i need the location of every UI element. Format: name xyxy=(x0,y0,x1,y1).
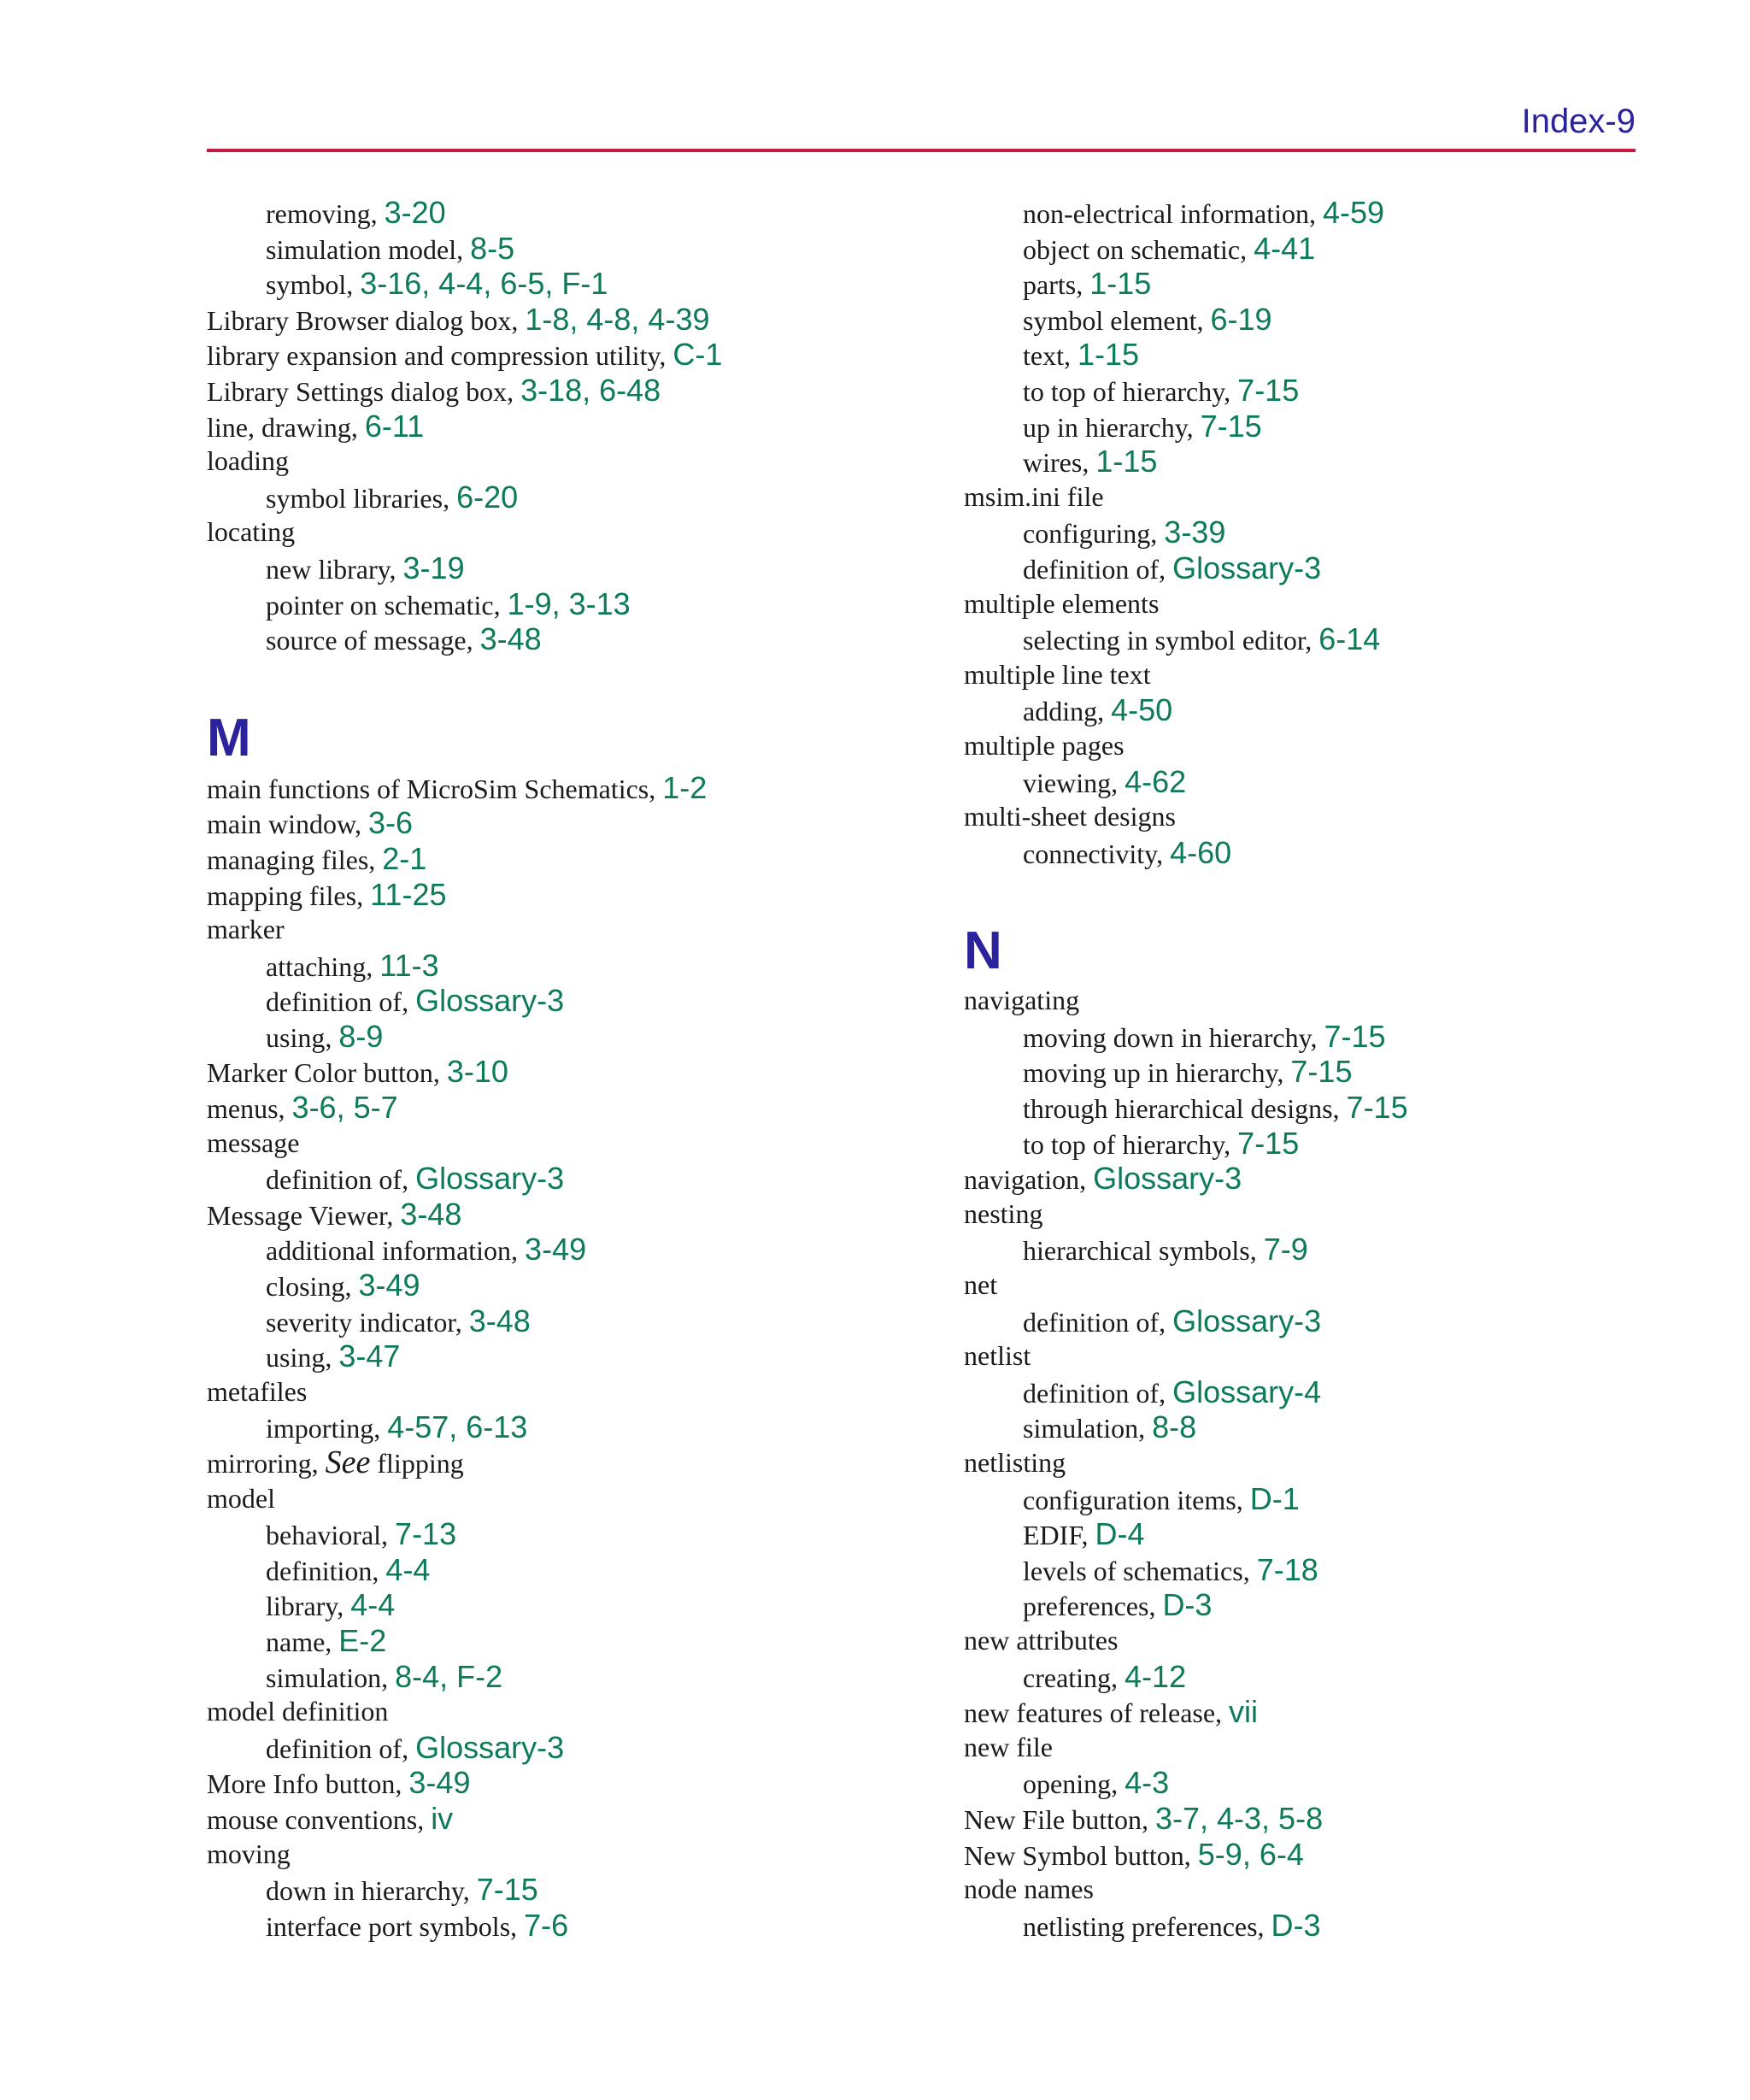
index-entry: More Info button, 3-49 xyxy=(207,1765,471,1801)
index-entry: main window, 3-6 xyxy=(207,805,414,841)
index-term: netlisting preferences xyxy=(1023,1910,1258,1942)
index-term: adding xyxy=(1023,696,1098,727)
index-entry xyxy=(207,912,722,948)
page-reference-link[interactable]: 5-9, 6-4 xyxy=(1197,1836,1304,1872)
index-term: symbol xyxy=(266,269,347,301)
page-reference-link[interactable]: C-1 xyxy=(672,337,723,373)
index-term: non-electrical information xyxy=(1023,198,1309,229)
index-term: new library xyxy=(266,553,390,585)
index-term: removing xyxy=(266,198,371,229)
index-subentry: attaching, 11-3 xyxy=(266,947,439,983)
page-reference-link[interactable]: 7-15 xyxy=(1346,1090,1408,1126)
index-term: name xyxy=(266,1626,326,1657)
index-subentry: interface port symbols, 7-6 xyxy=(266,1907,569,1943)
index-term: connectivity xyxy=(1023,838,1157,869)
index-term: node names xyxy=(964,1874,1094,1905)
index-term: moving down in hierarchy xyxy=(1023,1021,1311,1053)
index-entry xyxy=(207,1837,722,1873)
index-term: model definition xyxy=(207,1696,389,1727)
index-subentry: preferences, D-3 xyxy=(1023,1587,1213,1623)
index-subentry: simulation model, 8-5 xyxy=(266,230,515,266)
see-reference: See xyxy=(325,1444,371,1480)
index-term: importing xyxy=(266,1413,374,1444)
index-entry: New Symbol button, 5-9, 6-4 xyxy=(964,1836,1304,1872)
index-entry xyxy=(207,515,722,550)
index-term: wires xyxy=(1023,447,1083,479)
index-term: net xyxy=(964,1269,998,1301)
index-term: mapping files xyxy=(207,879,357,911)
index-term: Marker Color button xyxy=(207,1057,433,1089)
index-term: navigating xyxy=(964,985,1080,1016)
index-term: definition of xyxy=(266,986,402,1018)
index-entry: Library Settings dialog box, 3-18, 6-48 xyxy=(207,372,661,408)
page-reference-link[interactable]: 8-8 xyxy=(1152,1409,1197,1445)
page-reference-link[interactable]: 7-15 xyxy=(476,1872,538,1908)
page-reference-link[interactable]: 1-2 xyxy=(662,769,708,805)
index-subentry: definition of, Glossary-3 xyxy=(266,1161,565,1197)
index-term: library xyxy=(266,1591,338,1622)
index-subentry: simulation, 8-8 xyxy=(1023,1409,1197,1445)
index-term: closing xyxy=(266,1271,345,1303)
index-term: definition xyxy=(266,1555,373,1586)
index-entry: mouse conventions, iv xyxy=(207,1800,454,1836)
index-entry xyxy=(964,799,1408,835)
index-entry xyxy=(964,1338,1408,1374)
index-subentry: definition of, Glossary-3 xyxy=(1023,550,1322,585)
index-term: text xyxy=(1023,340,1064,372)
page-reference-link[interactable]: Glossary-3 xyxy=(1172,1303,1322,1338)
index-entry: library expansion and compression utility, C-1 xyxy=(207,337,723,373)
index-subentry: hierarchical symbols, 7-9 xyxy=(1023,1232,1308,1268)
page-reference-link[interactable]: Glossary-3 xyxy=(415,1161,565,1197)
index-term: Library Browser dialog box xyxy=(207,304,512,336)
page-reference-link[interactable]: Glossary-3 xyxy=(415,983,565,1019)
index-term: selecting in symbol editor xyxy=(1023,625,1306,656)
index-entry: mapping files, 11-25 xyxy=(207,876,447,912)
index-term: object on schematic xyxy=(1023,233,1241,265)
page-reference-link[interactable]: 7-9 xyxy=(1263,1232,1308,1268)
page-reference-link[interactable]: 6-11 xyxy=(364,408,425,444)
index-term: preferences xyxy=(1023,1591,1149,1622)
index-term: source of message xyxy=(266,625,467,656)
index-term: opening xyxy=(1023,1768,1112,1800)
index-term: to top of hierarchy xyxy=(1023,1128,1224,1160)
index-subentry: to top of hierarchy, 7-15 xyxy=(1023,372,1300,408)
page-reference-link[interactable]: 1-15 xyxy=(1077,337,1140,373)
index-entry xyxy=(964,1872,1408,1908)
page-reference-link[interactable]: D-3 xyxy=(1271,1907,1321,1943)
index-term: down in hierarchy xyxy=(266,1875,463,1907)
index-subentry: parts, 1-15 xyxy=(1023,266,1152,302)
index-subentry: symbol libraries, 6-20 xyxy=(266,479,519,515)
index-subentry: through hierarchical designs, 7-15 xyxy=(1023,1090,1408,1126)
index-entry xyxy=(207,444,722,479)
index-subentry: additional information, 3-49 xyxy=(266,1232,587,1268)
index-entry xyxy=(207,1374,722,1410)
index-term: using xyxy=(266,1021,326,1053)
index-term: severity indicator xyxy=(266,1306,455,1338)
page-reference-link[interactable]: 4-62 xyxy=(1125,763,1187,799)
index-term: main window xyxy=(207,809,355,840)
page-reference-link[interactable]: 3-39 xyxy=(1164,515,1226,550)
index-entry: New File button, 3-7, 4-3, 5-8 xyxy=(964,1800,1324,1836)
index-term: locating xyxy=(207,516,296,548)
index-term: model xyxy=(207,1482,275,1514)
index-term: attaching xyxy=(266,950,367,982)
page-reference-link[interactable]: 7-15 xyxy=(1237,372,1300,408)
index-subentry: to top of hierarchy, 7-15 xyxy=(1023,1125,1300,1161)
index-subentry: down in hierarchy, 7-15 xyxy=(266,1872,538,1908)
see-target: flipping xyxy=(377,1448,464,1479)
index-term: mirroring, xyxy=(207,1448,319,1479)
index-subentry: name, E-2 xyxy=(266,1622,387,1658)
index-entry xyxy=(964,1730,1408,1766)
index-term: Library Settings dialog box xyxy=(207,375,508,407)
index-subentry: behavioral, 7-13 xyxy=(266,1516,457,1552)
index-term: main functions of MicroSim Schematics xyxy=(207,773,649,804)
page-reference-link[interactable]: 4-4 xyxy=(385,1551,431,1587)
index-subentry: closing, 3-49 xyxy=(266,1268,420,1303)
page-reference-link[interactable]: 3-49 xyxy=(408,1765,471,1801)
index-term: additional information xyxy=(266,1235,512,1267)
index-term: netlist xyxy=(964,1340,1031,1372)
page-reference-link[interactable]: D-3 xyxy=(1162,1587,1213,1623)
page-reference-link[interactable]: 1-15 xyxy=(1095,444,1158,479)
index-entry xyxy=(964,983,1408,1019)
page-reference-link[interactable]: 2-1 xyxy=(382,840,427,876)
index-term: parts xyxy=(1023,269,1077,301)
index-term: loading xyxy=(207,445,289,477)
page-reference-link[interactable]: 7-13 xyxy=(395,1516,457,1552)
index-entry xyxy=(964,1197,1408,1232)
page-reference-link[interactable]: 3-49 xyxy=(525,1232,587,1268)
index-term: behavioral xyxy=(266,1520,382,1551)
page-reference-link[interactable]: 3-48 xyxy=(400,1196,462,1232)
index-term: viewing xyxy=(1023,767,1112,798)
index-term: Message Viewer xyxy=(207,1199,387,1231)
index-term: mouse conventions xyxy=(207,1803,418,1835)
index-entry xyxy=(964,586,1408,622)
index-term: creating xyxy=(1023,1662,1112,1693)
index-term: multiple elements xyxy=(964,587,1160,619)
page-reference-link[interactable]: 7-18 xyxy=(1256,1551,1318,1587)
index-entry xyxy=(207,1126,722,1162)
page-reference-link[interactable]: 3-10 xyxy=(446,1054,508,1090)
index-subentry: moving up in hierarchy, 7-15 xyxy=(1023,1054,1353,1090)
page-reference-link[interactable]: 7-6 xyxy=(524,1907,569,1943)
index-subentry: definition of, Glossary-4 xyxy=(1023,1374,1322,1409)
index-subentry: using, 8-9 xyxy=(266,1018,384,1054)
page-reference-link[interactable]: 7-15 xyxy=(1237,1125,1300,1161)
page-reference-link[interactable]: 7-15 xyxy=(1200,408,1262,444)
index-subentry: netlisting preferences, D-3 xyxy=(1023,1907,1321,1943)
page-reference-link[interactable]: 3-47 xyxy=(338,1338,401,1374)
index-term: simulation xyxy=(266,1662,382,1693)
index-subentry: opening, 4-3 xyxy=(1023,1765,1170,1801)
page-reference-link[interactable]: 4-57, 6-13 xyxy=(387,1409,528,1445)
index-subentry: levels of schematics, 7-18 xyxy=(1023,1551,1318,1587)
section-letter: N xyxy=(964,921,1002,981)
index-term: symbol libraries xyxy=(266,482,443,514)
index-term: definition of xyxy=(1023,1306,1160,1338)
page-reference-link[interactable]: Glossary-3 xyxy=(1172,550,1322,585)
index-term: configuring xyxy=(1023,518,1151,550)
index-subentry: pointer on schematic, 1-9, 3-13 xyxy=(266,585,631,621)
index-term: interface port symbols xyxy=(266,1910,511,1942)
page-reference-link[interactable]: 3-20 xyxy=(384,195,446,230)
index-subentry: library, 4-4 xyxy=(266,1587,396,1623)
index-subentry: moving down in hierarchy, 7-15 xyxy=(1023,1018,1386,1054)
index-subentry: viewing, 4-62 xyxy=(1023,763,1187,799)
index-term: symbol element xyxy=(1023,304,1197,336)
index-subentry: source of message, 3-48 xyxy=(266,621,542,657)
index-entry xyxy=(964,479,1408,515)
index-term: marker xyxy=(207,914,285,945)
index-term: new attributes xyxy=(964,1624,1119,1656)
index-term: definition of xyxy=(1023,1377,1160,1409)
index-subentry: using, 3-47 xyxy=(266,1338,401,1374)
index-term: moving xyxy=(207,1838,291,1869)
header-rule xyxy=(207,149,1635,152)
index-term: managing files xyxy=(207,844,369,875)
index-term: new file xyxy=(964,1731,1053,1762)
index-entry: managing files, 2-1 xyxy=(207,840,427,876)
page-reference-link[interactable]: 3-16, 4-4, 6-5, F-1 xyxy=(360,266,608,302)
page-reference-link[interactable]: 3-18, 6-48 xyxy=(520,372,661,408)
index-entry: menus, 3-6, 5-7 xyxy=(207,1090,398,1126)
index-term: levels of schematics xyxy=(1023,1555,1243,1586)
page-reference-link[interactable]: 3-6 xyxy=(368,805,414,841)
index-term: through hierarchical designs xyxy=(1023,1093,1333,1125)
page-reference-link[interactable]: E-2 xyxy=(338,1622,387,1658)
page-reference-link[interactable]: 3-48 xyxy=(479,621,542,657)
index-subentry: definition of, Glossary-3 xyxy=(266,1729,565,1765)
page-reference-link[interactable]: 8-9 xyxy=(338,1018,384,1054)
index-subentry: non-electrical information, 4-59 xyxy=(1023,195,1385,230)
index-term: configuration items xyxy=(1023,1484,1236,1515)
index-subentry: definition of, Glossary-3 xyxy=(266,983,565,1019)
index-entry xyxy=(207,1481,722,1517)
index-term: netlisting xyxy=(964,1447,1066,1478)
index-term: up in hierarchy xyxy=(1023,411,1187,443)
page-reference-link[interactable]: 4-59 xyxy=(1322,195,1385,230)
index-subentry: importing, 4-57, 6-13 xyxy=(266,1409,528,1445)
page-reference-link[interactable]: 4-50 xyxy=(1111,692,1173,728)
page-reference-link[interactable]: 1-8, 4-8, 4-39 xyxy=(525,301,710,337)
index-term: navigation xyxy=(964,1164,1080,1196)
section-gap xyxy=(207,657,722,706)
index-term: EDIF xyxy=(1023,1520,1082,1551)
index-column-right xyxy=(964,195,1408,1943)
page-reference-link[interactable]: 4-12 xyxy=(1125,1658,1187,1694)
index-entry xyxy=(964,1445,1408,1481)
index-term: simulation xyxy=(1023,1413,1139,1444)
index-term: nesting xyxy=(964,1197,1043,1229)
index-entry xyxy=(964,1268,1408,1303)
index-term: using xyxy=(266,1342,326,1374)
index-subentry: connectivity, 4-60 xyxy=(1023,834,1232,870)
page-reference-link[interactable]: 3-6, 5-7 xyxy=(291,1090,398,1126)
index-subentry: removing, 3-20 xyxy=(266,195,446,230)
index-term: definition of xyxy=(266,1164,402,1196)
index-term: New File button xyxy=(964,1803,1142,1835)
index-term: multiple pages xyxy=(964,729,1125,761)
index-term: definition of xyxy=(1023,553,1160,585)
index-entry: Library Browser dialog box, 1-8, 4-8, 4-39 xyxy=(207,301,710,337)
index-term: multi-sheet designs xyxy=(964,801,1176,832)
index-subentry: definition, 4-4 xyxy=(266,1551,431,1587)
index-subentry: configuration items, D-1 xyxy=(1023,1480,1300,1516)
page-reference-link[interactable]: D-4 xyxy=(1095,1516,1145,1552)
index-entry: main functions of MicroSim Schematics, 1-2 xyxy=(207,769,708,805)
index-term: menus xyxy=(207,1093,279,1125)
page-reference-link[interactable]: 7-15 xyxy=(1290,1054,1353,1090)
page-reference-link[interactable]: 6-14 xyxy=(1318,621,1381,657)
index-subentry: adding, 4-50 xyxy=(1023,692,1173,728)
index-subentry: symbol element, 6-19 xyxy=(1023,301,1272,337)
index-subentry: new library, 3-19 xyxy=(266,550,465,585)
index-term: moving up in hierarchy xyxy=(1023,1057,1277,1089)
index-term: message xyxy=(207,1126,300,1158)
index-term: new features of release xyxy=(964,1697,1216,1729)
index-subentry: selecting in symbol editor, 6-14 xyxy=(1023,621,1381,657)
page-reference-link[interactable]: 4-4 xyxy=(350,1587,396,1623)
index-term: More Info button xyxy=(207,1768,396,1800)
page-reference-link[interactable]: 3-7, 4-3, 5-8 xyxy=(1154,1800,1324,1836)
index-term: metafiles xyxy=(207,1375,308,1407)
index-entry: Marker Color button, 3-10 xyxy=(207,1054,508,1090)
page-reference-link[interactable]: D-1 xyxy=(1249,1480,1300,1516)
page-reference-link[interactable]: Glossary-4 xyxy=(1172,1374,1322,1409)
index-term: definition of xyxy=(266,1732,402,1764)
index-entry xyxy=(207,1694,722,1730)
index-entry xyxy=(964,657,1408,693)
index-subentry: up in hierarchy, 7-15 xyxy=(1023,408,1262,444)
index-subentry: creating, 4-12 xyxy=(1023,1658,1187,1694)
index-term: New Symbol button xyxy=(964,1839,1184,1871)
page-reference-link[interactable]: 11-3 xyxy=(379,947,439,983)
index-subentry: EDIF, D-4 xyxy=(1023,1516,1145,1552)
index-subentry: simulation, 8-4, F-2 xyxy=(266,1658,503,1694)
index-entry: navigation, Glossary-3 xyxy=(964,1161,1242,1197)
page-label: Index-9 xyxy=(1521,103,1635,140)
index-term: hierarchical symbols xyxy=(1023,1235,1250,1267)
index-entry xyxy=(207,1445,722,1481)
page-reference-link[interactable]: 3-19 xyxy=(402,550,465,585)
page-reference-link[interactable]: 7-15 xyxy=(1324,1018,1386,1054)
index-entry: line, drawing, 6-11 xyxy=(207,408,425,444)
index-subentry: wires, 1-15 xyxy=(1023,444,1158,479)
page-reference-link[interactable]: 1-9, 3-13 xyxy=(507,585,631,621)
index-term: to top of hierarchy xyxy=(1023,375,1224,407)
index-term: simulation model xyxy=(266,233,457,265)
index-term: msim.ini file xyxy=(964,480,1104,512)
index-subentry: symbol, 3-16, 4-4, 6-5, F-1 xyxy=(266,266,608,302)
index-entry xyxy=(964,1623,1408,1659)
page-reference-link[interactable]: 3-48 xyxy=(468,1303,531,1338)
page-reference-link[interactable]: Glossary-3 xyxy=(415,1729,565,1765)
page-reference-link[interactable]: 6-19 xyxy=(1210,301,1272,337)
index-subentry: definition of, Glossary-3 xyxy=(1023,1303,1322,1338)
index-column-left xyxy=(207,195,722,1943)
page-reference-link[interactable]: iv xyxy=(431,1800,454,1836)
index-term: multiple line text xyxy=(964,658,1151,690)
index-subentry: configuring, 3-39 xyxy=(1023,515,1226,550)
section-letter: M xyxy=(207,708,251,768)
index-term: library expansion and compression utility xyxy=(207,340,660,372)
page-reference-link[interactable]: 4-3 xyxy=(1125,1765,1170,1801)
page-reference-link[interactable]: vii xyxy=(1229,1694,1259,1730)
page-reference-link[interactable]: 1-15 xyxy=(1089,266,1152,302)
page-reference-link[interactable]: 11-25 xyxy=(370,876,447,912)
page-reference-link[interactable]: 3-49 xyxy=(358,1268,420,1303)
page-reference-link[interactable]: 8-5 xyxy=(470,230,515,266)
index-entry: new features of release, vii xyxy=(964,1694,1259,1730)
page-reference-link[interactable]: Glossary-3 xyxy=(1093,1161,1242,1197)
index-entry: Message Viewer, 3-48 xyxy=(207,1196,462,1232)
page-reference-link[interactable]: 6-20 xyxy=(456,479,519,515)
index-term: pointer on schematic xyxy=(266,589,494,621)
index-term: line, drawing xyxy=(207,411,351,443)
index-subentry: text, 1-15 xyxy=(1023,337,1140,373)
index-subentry: severity indicator, 3-48 xyxy=(266,1303,531,1338)
index-subentry: object on schematic, 4-41 xyxy=(1023,230,1316,266)
index-entry xyxy=(964,728,1408,764)
page-reference-link[interactable]: 4-41 xyxy=(1254,230,1316,266)
page-reference-link[interactable]: 8-4, F-2 xyxy=(395,1658,503,1694)
section-gap xyxy=(964,870,1408,919)
page-reference-link[interactable]: 4-60 xyxy=(1170,834,1232,870)
